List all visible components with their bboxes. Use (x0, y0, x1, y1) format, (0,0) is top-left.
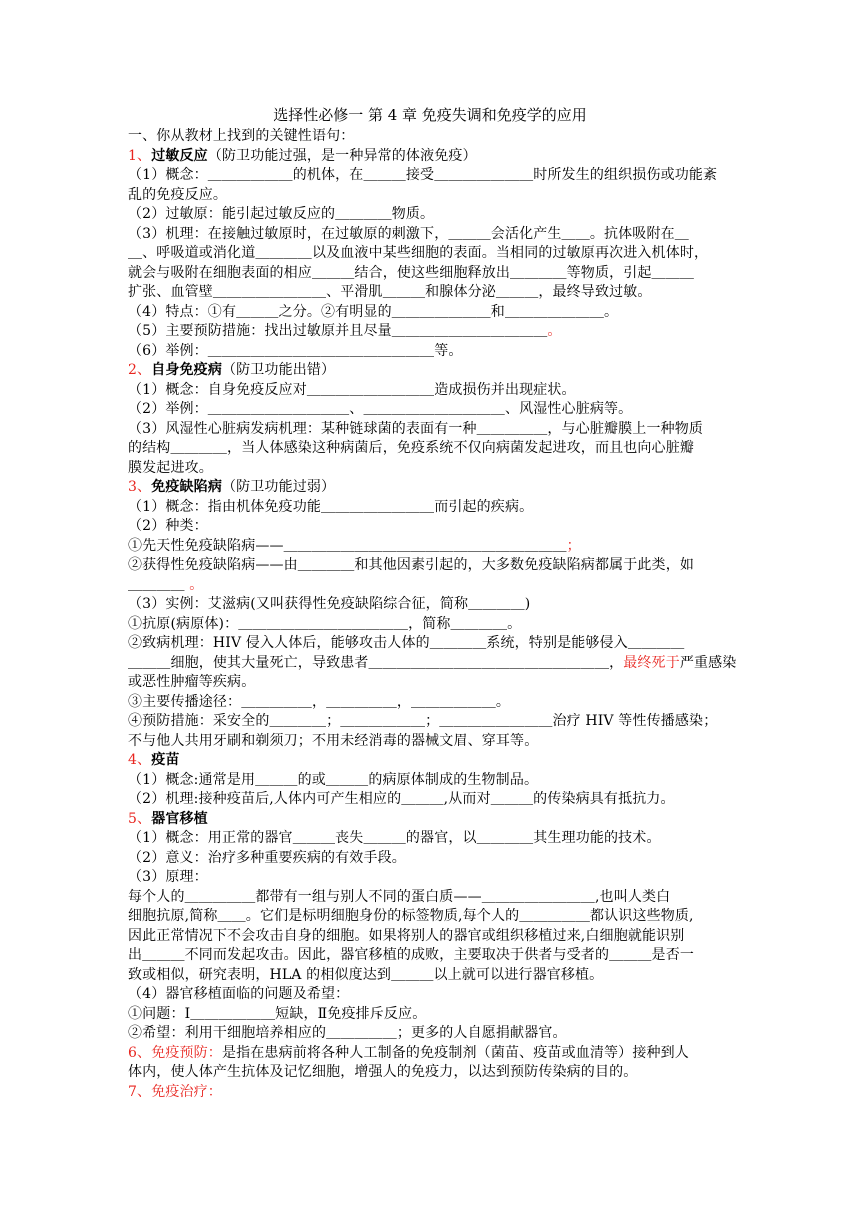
text-line (128, 148, 477, 165)
line-text: （3）原理： (128, 869, 208, 885)
text-line (128, 928, 684, 945)
text-line (128, 1084, 222, 1101)
text-line (128, 362, 335, 379)
line-text: （2）过敏原：能引起过敏反应的＿＿＿＿物质。 (128, 206, 435, 222)
text-line (128, 635, 684, 652)
text-line (128, 908, 694, 925)
line-text: （4）特点：①有＿＿＿之分。②有明显的＿＿＿＿＿＿＿和＿＿＿＿＿＿＿。 (128, 303, 619, 320)
line-text: 致或相似，研究表明，HLA 的相似度达到＿＿＿以上就可以进行器官移植。 (128, 966, 604, 983)
text-line (128, 674, 255, 691)
line-text: ④预防措施：采安全的＿＿＿＿；＿＿＿＿＿＿；＿＿＿＿＿＿＿＿治疗 HIV 等性传播感染； (128, 713, 718, 729)
line-text: 或恶性肿瘤等疾病。 (128, 674, 256, 690)
text-line (128, 655, 736, 672)
line-text: 体内，使人体产生抗体及记忆细胞，增强人的免疫力，以达到预防传染病的目的。 (128, 1064, 638, 1080)
line-text: （1）概念：用正常的器官＿＿＿丧失＿＿＿的器官，以＿＿＿＿其生理功能的技术。 (128, 830, 661, 846)
line-text: （1）概念：自身免疫反应对＿＿＿＿＿＿＿＿＿造成损伤并出现症状。 (128, 381, 576, 398)
line-text: （2）种类： (128, 518, 208, 534)
text-line (128, 791, 675, 808)
text-line (128, 167, 717, 184)
line-text: ②希望：利用干细胞培养相应的＿＿＿＿＿；更多的人自愿捐献器官。 (128, 1025, 567, 1041)
line-text: 膜发起进攻。 (128, 459, 213, 476)
text-line (128, 421, 703, 438)
line-text: 扩张、血管壁＿＿＿＿＿＿＿＿、平滑肌＿＿＿和腺体分泌＿＿＿，最终导致过敏。 (128, 284, 652, 300)
text-line (128, 713, 717, 730)
line-text: （6）举例：＿＿＿＿＿＿＿＿＿＿＿＿＿＿＿＿等。 (128, 342, 463, 359)
line-text: 不与他人共用牙刷和剃须刀；不用未经消毒的器械文眉、穿耳等。 (128, 732, 539, 749)
line-text: （1）概念:通常是用＿＿＿的或＿＿＿的病原体制成的生物制品。 (128, 771, 539, 788)
text-line (128, 206, 434, 223)
text-line (128, 284, 652, 301)
line-text: 细胞抗原,简称＿＿。它们是标明细胞身份的标签物质,每个人的＿＿＿＿＿都认识这些物质, (128, 908, 694, 924)
text-line (128, 557, 694, 574)
line-text: （防卫功能过弱） (221, 479, 336, 495)
line-text: （3）机理：在接触过敏原时，在过敏原的刺激下，＿＿＿会活化产生＿＿。抗体吸附在＿ (128, 225, 689, 242)
document-title: 选择性必修一 第 4 章 免疫失调和免疫学的应用 (273, 106, 587, 124)
line-text: （2）机理:接种疫苗后,人体内可产生相应的＿＿＿,从而对＿＿＿的传染病具有抵抗力。 (128, 791, 675, 807)
line-text: 严重感染 (679, 654, 737, 671)
text-line (128, 401, 632, 418)
line-text: （2）举例：＿＿＿＿＿＿＿＿＿＿、＿＿＿＿＿＿＿＿＿＿、风湿性心脏病等。 (128, 401, 633, 417)
text-line (128, 616, 521, 633)
text-line (128, 986, 349, 1003)
text-line (128, 1064, 637, 1081)
line-text: （2）意义：治疗多种重要疾病的有效手段。 (128, 849, 406, 866)
line-text: ②获得性免疫缺陷病——由＿＿＿＿和其他因素引起的，大多数免疫缺陷病都属于此类，如 (128, 557, 694, 573)
line-text: 乱的免疫反应。 (128, 186, 228, 203)
line-text: ＿＿＿细胞，使其大量死亡，导致患者＿＿＿＿＿＿＿＿＿＿＿＿＿＿＿＿＿， (128, 654, 624, 671)
text-line (128, 343, 463, 360)
text-line (128, 128, 354, 145)
highlight-text: ； (566, 537, 581, 554)
text-line (128, 479, 335, 496)
line-text: ＿、呼吸道或消化道＿＿＿＿以及血液中某些细胞的表面。当相同的过敏原再次进入机体时， (128, 245, 709, 261)
text-line (128, 323, 562, 340)
line-text: ①问题：Ⅰ＿＿＿＿＿＿短缺，Ⅱ免疫排斥反应。 (128, 1005, 427, 1022)
section-heading: 过敏反应 (151, 147, 208, 164)
highlight-text: 2、 (128, 362, 152, 378)
text-line (128, 460, 213, 477)
text-line (128, 226, 689, 243)
line-text: （4）器官移植面临的问题及希望： (128, 986, 350, 1002)
text-line (128, 187, 227, 204)
highlight-text: 最终死于 (623, 654, 680, 671)
text-line (128, 733, 538, 750)
text-line (128, 440, 694, 457)
line-text: （1）概念：＿＿＿＿＿＿的机体，在＿＿＿接受＿＿＿＿＿＿＿时所发生的组织损伤或功能紊 (128, 167, 718, 183)
text-line (128, 811, 208, 828)
text-line (128, 265, 694, 282)
line-text: 出＿＿＿不同而发起攻击。因此，器官移植的成败，主要取决于供者与受者的＿＿＿是否一 (128, 947, 694, 963)
section-heading: 器官移植 (151, 810, 208, 827)
line-text: 的结构＿＿＿＿，当人体感染这种病菌后，免疫系统不仅向病菌发起进攻，而且也向心脏瓣 (128, 440, 694, 456)
line-text: （3）风湿性心脏病发病机理：某种链球菌的表面有一种＿＿＿＿＿，与心脏瓣膜上一种物质 (128, 420, 704, 437)
line-text: 一、你从教材上找到的关键性语句： (128, 128, 355, 144)
highlight-text: 1、 (128, 147, 152, 164)
line-text: 就会与吸附在细胞表面的相应＿＿＿结合，使这些细胞释放出＿＿＿＿等物质，引起＿＿＿ (128, 264, 694, 281)
text-line (128, 518, 208, 535)
section-heading: 疫苗 (151, 752, 180, 768)
line-text: 是指在患病前将各种人工制备的免疫制剂（菌苗、疫苗或血清等）接种到人 (221, 1044, 689, 1061)
line-text: ②致病机理：HIV 侵入人体后，能够攻击人体的＿＿＿＿系统，特别是能够侵入＿＿＿＿ (128, 635, 685, 651)
text-line (128, 1006, 426, 1023)
text-line (128, 830, 661, 847)
text-line (128, 304, 618, 321)
highlight-text: 6、免疫预防： (128, 1044, 222, 1061)
line-text: （防卫功能出错） (221, 362, 336, 378)
highlight-text: 3、 (128, 479, 152, 495)
section-heading: 自身免疫病 (151, 362, 222, 378)
line-text: ①先天性免疫缺陷病——＿＿＿＿＿＿＿＿＿＿＿＿＿＿＿＿＿＿＿＿ (128, 537, 567, 554)
text-line (128, 967, 603, 984)
text-line (128, 850, 406, 867)
highlight-text: 7、免疫治疗： (128, 1083, 222, 1100)
highlight-text: 5、 (128, 810, 152, 827)
text-line (128, 772, 538, 789)
text-line (128, 596, 530, 613)
highlight-text: 4、 (128, 752, 152, 768)
highlight-text: 。 (189, 576, 204, 593)
text-line (128, 947, 694, 964)
text-line (128, 889, 670, 906)
text-line (128, 1045, 689, 1062)
line-text: ①抗原(病原体)：＿＿＿＿＿＿＿＿＿＿＿＿，简称＿＿＿＿。 (128, 615, 522, 632)
text-line (128, 1025, 567, 1042)
highlight-text: 。 (547, 323, 562, 339)
line-text: 每个人的＿＿＿＿＿都带有一组与别人不同的蛋白质——＿＿＿＿＿＿＿＿,也叫人类白 (128, 888, 671, 905)
line-text: ③主要传播途径：＿＿＿＿＿，＿＿＿＿＿，＿＿＿＿＿＿。 (128, 693, 511, 710)
line-text: （1）概念：指由机体免疫功能＿＿＿＿＿＿＿＿而引起的疾病。 (128, 498, 534, 515)
section-heading: 免疫缺陷病 (151, 479, 222, 495)
text-line (128, 577, 203, 594)
line-text: （防卫功能过强，是一种异常的体液免疫） (207, 147, 477, 164)
text-line (128, 752, 180, 769)
text-line (128, 499, 533, 516)
line-text: （5）主要预防措施：找出过敏原并且尽量＿＿＿＿＿＿＿＿＿＿＿ (128, 323, 548, 339)
line-text: ＿＿＿＿ (128, 576, 190, 593)
line-text: 因此正常情况下不会攻击自身的细胞。如果将别人的器官或组织移植过来,白细胞就能识别 (128, 927, 685, 944)
text-line (128, 382, 576, 399)
line-text: （3）实例：艾滋病(又叫获得性免疫缺陷综合征，简称＿＿＿＿) (128, 596, 531, 612)
text-line (128, 694, 510, 711)
text-line (128, 869, 208, 886)
text-line (128, 538, 581, 555)
text-line (128, 245, 708, 262)
